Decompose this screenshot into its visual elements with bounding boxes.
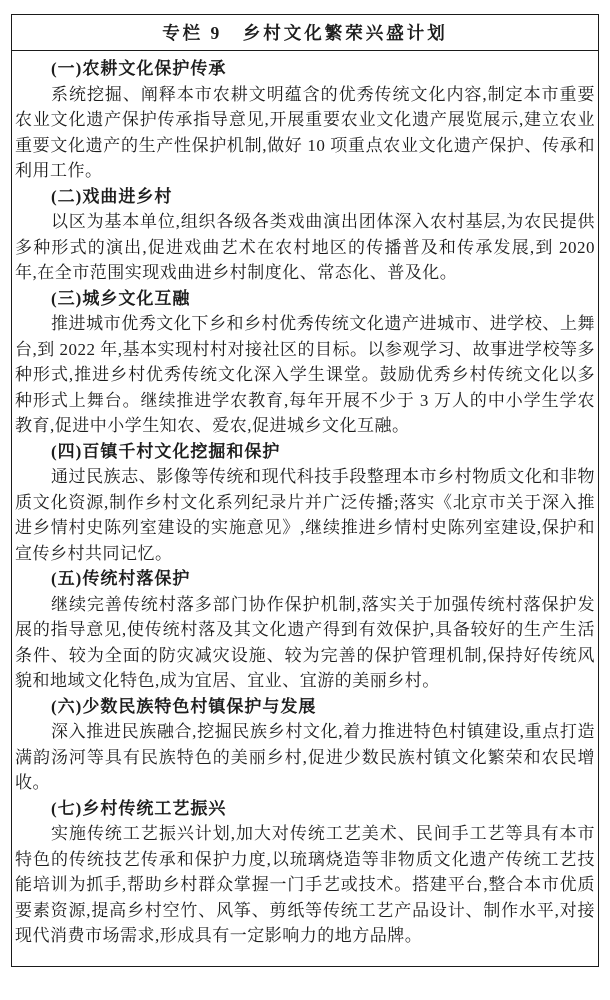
section-heading: (六)少数民族特色村镇保护与发展 [51,696,317,716]
section [15,56,595,184]
section-paragraph: 系统挖掘、阐释本市农耕文明蕴含的优秀传统文化内容,制定本市重要农业文化遗产保护传承指导意见,开展重要农业文化遗产展览展示,建立农业重要文化遗产的生产性保护机制,做好 10 项重点农业文化遗产保护、传承和利用工作。 [15,84,595,180]
section-paragraph: 以区为基本单位,组织各级各类戏曲演出团体深入农村基层,为农民提供多种形式的演出,促进戏曲艺术在农村地区的传播普及和传承发展,到 2020 年,在全市范围实现戏曲进乡村制度化、常态化、普及化。 [15,212,595,282]
section [15,184,595,286]
section-heading: (四)百镇千村文化挖掘和保护 [51,441,281,461]
section-paragraph: 继续完善传统村落多部门协作保护机制,落实关于加强传统村落保护发展的指导意见,使传统村落及其文化遗产得到有效保护,具备较好的生产生活条件、较为全面的防灾减灾设施、较为完善的保护管理机制,保持好传统风貌和地域文化特色,成为宜居、宜业、宜游的美丽乡村。 [15,594,595,690]
column-box [11,14,599,967]
section [15,566,595,694]
column-content [12,51,598,949]
column-title: 专栏 9 乡村文化繁荣兴盛计划 [162,23,448,43]
section [15,796,595,949]
section-heading: (一)农耕文化保护传承 [51,59,227,78]
section-paragraph: 实施传统工艺振兴计划,加大对传统工艺美术、民间手工艺等具有本市特色的传统技艺传承和保护力度,以琉璃烧造等非物质文化遗产传统工艺技能培训为抓手,帮助乡村群众掌握一门手艺或技术。搭建平台,整合本市优质要素资源,提高乡村空竹、风筝、剪纸等传统工艺产品设计、制作水平,对接现代消费市场需求,形成具有一定影响力的地方品牌。 [15,824,595,945]
section-heading: (五)传统村落保护 [51,569,191,588]
section-paragraph: 推进城市优秀文化下乡和乡村优秀传统文化遗产进城市、进学校、上舞台,到 2022 年,基本实现村村对接社区的目标。以参观学习、故事进学校等多种形式,推进乡村优秀传统文化深入学生课堂。鼓励优秀乡村传统文化以多种形式上舞台。继续推进学农教育,每年开展不少于 3 万人的中小学生学农教育,促进中小学生知农、爱农,促进城乡文化互融。 [15,314,595,435]
section [15,439,595,567]
section-heading: (三)城乡文化互融 [51,288,191,308]
section-heading: (二)戏曲进乡村 [51,186,173,206]
section [15,286,595,439]
section-paragraph: 深入推进民族融合,挖掘民族乡村文化,着力推进特色村镇建设,重点打造满韵汤河等具有民族特色的美丽乡村,促进少数民族村镇文化繁荣和农民增收。 [15,722,595,792]
section-heading: (七)乡村传统工艺振兴 [51,798,227,818]
section-paragraph: 通过民族志、影像等传统和现代科技手段整理本市乡村物质文化和非物质文化资源,制作乡村文化系列纪录片并广泛传播;落实《北京市关于深入推进乡情村史陈列室建设的实施意见》,继续推进乡情村史陈列室建设,保护和宣传乡村共同记忆。 [15,467,595,563]
column-title-bar [12,15,598,51]
section [15,694,595,796]
